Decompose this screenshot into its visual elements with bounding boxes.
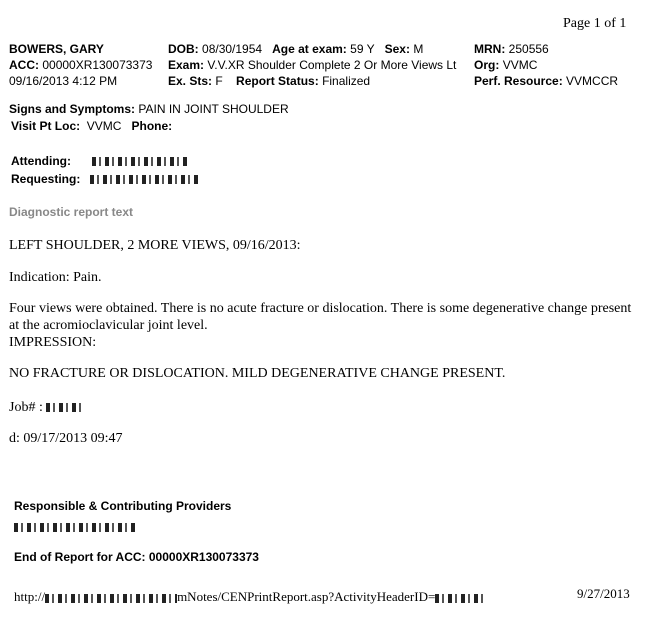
redacted-url-host: [45, 594, 177, 603]
org: Org: VVMC: [474, 58, 538, 72]
exam-name: Exam: V.V.XR Shoulder Complete 2 Or More Views Lt: [168, 58, 457, 72]
attending: Attending:: [11, 154, 188, 168]
footer-date: 9/27/2013: [577, 586, 630, 601]
report-title: LEFT SHOULDER, 2 MORE VIEWS, 09/16/2013:: [9, 238, 301, 253]
findings: Four views were obtained. There is no acute fracture or dislocation. There is some degenerative change present at the acromioclavicular joint level.: [9, 301, 632, 333]
page-number: Page 1 of 1: [563, 16, 627, 31]
report-heading: Diagnostic report text: [9, 205, 134, 219]
dob-age-sex: DOB: 08/30/1954 Age at exam: 59 Y Sex: M: [168, 42, 424, 56]
footer-url: http:// mNotes/CENPrintReport.asp?ActivityHeaderID=: [14, 589, 483, 605]
exam-datetime: 09/16/2013 4:12 PM: [9, 74, 118, 88]
patient-name: BOWERS, GARY: [9, 42, 104, 56]
visit-location: Visit Pt Loc: VVMC Phone:: [11, 119, 173, 133]
perf-resource: Perf. Resource: VVMCCR: [474, 74, 619, 88]
requesting: Requesting:: [11, 172, 198, 186]
job-number: Job# :: [9, 400, 84, 416]
impression: NO FRACTURE OR DISLOCATION. MILD DEGENERATIVE CHANGE PRESENT.: [9, 366, 506, 381]
exam-status: Ex. Sts: F Report Status: Finalized: [168, 74, 371, 88]
redacted-url-id: [435, 594, 483, 603]
acc-number: ACC: 00000XR130073373: [9, 58, 153, 72]
impression-label: IMPRESSION:: [9, 335, 97, 350]
redacted-requesting: [90, 175, 198, 184]
providers-heading: Responsible & Contributing Providers: [14, 499, 232, 513]
dictated-date: d: 09/17/2013 09:47: [9, 431, 123, 446]
signs-and-symptoms: Signs and Symptoms: PAIN IN JOINT SHOULDER: [9, 102, 289, 116]
redacted-providers: [14, 518, 136, 536]
redacted-attending: [92, 157, 188, 166]
indication: Indication: Pain.: [9, 270, 102, 285]
redacted-job: [46, 403, 84, 412]
mrn: MRN: 250556: [474, 42, 549, 56]
end-of-report: End of Report for ACC: 00000XR130073373: [14, 550, 259, 564]
